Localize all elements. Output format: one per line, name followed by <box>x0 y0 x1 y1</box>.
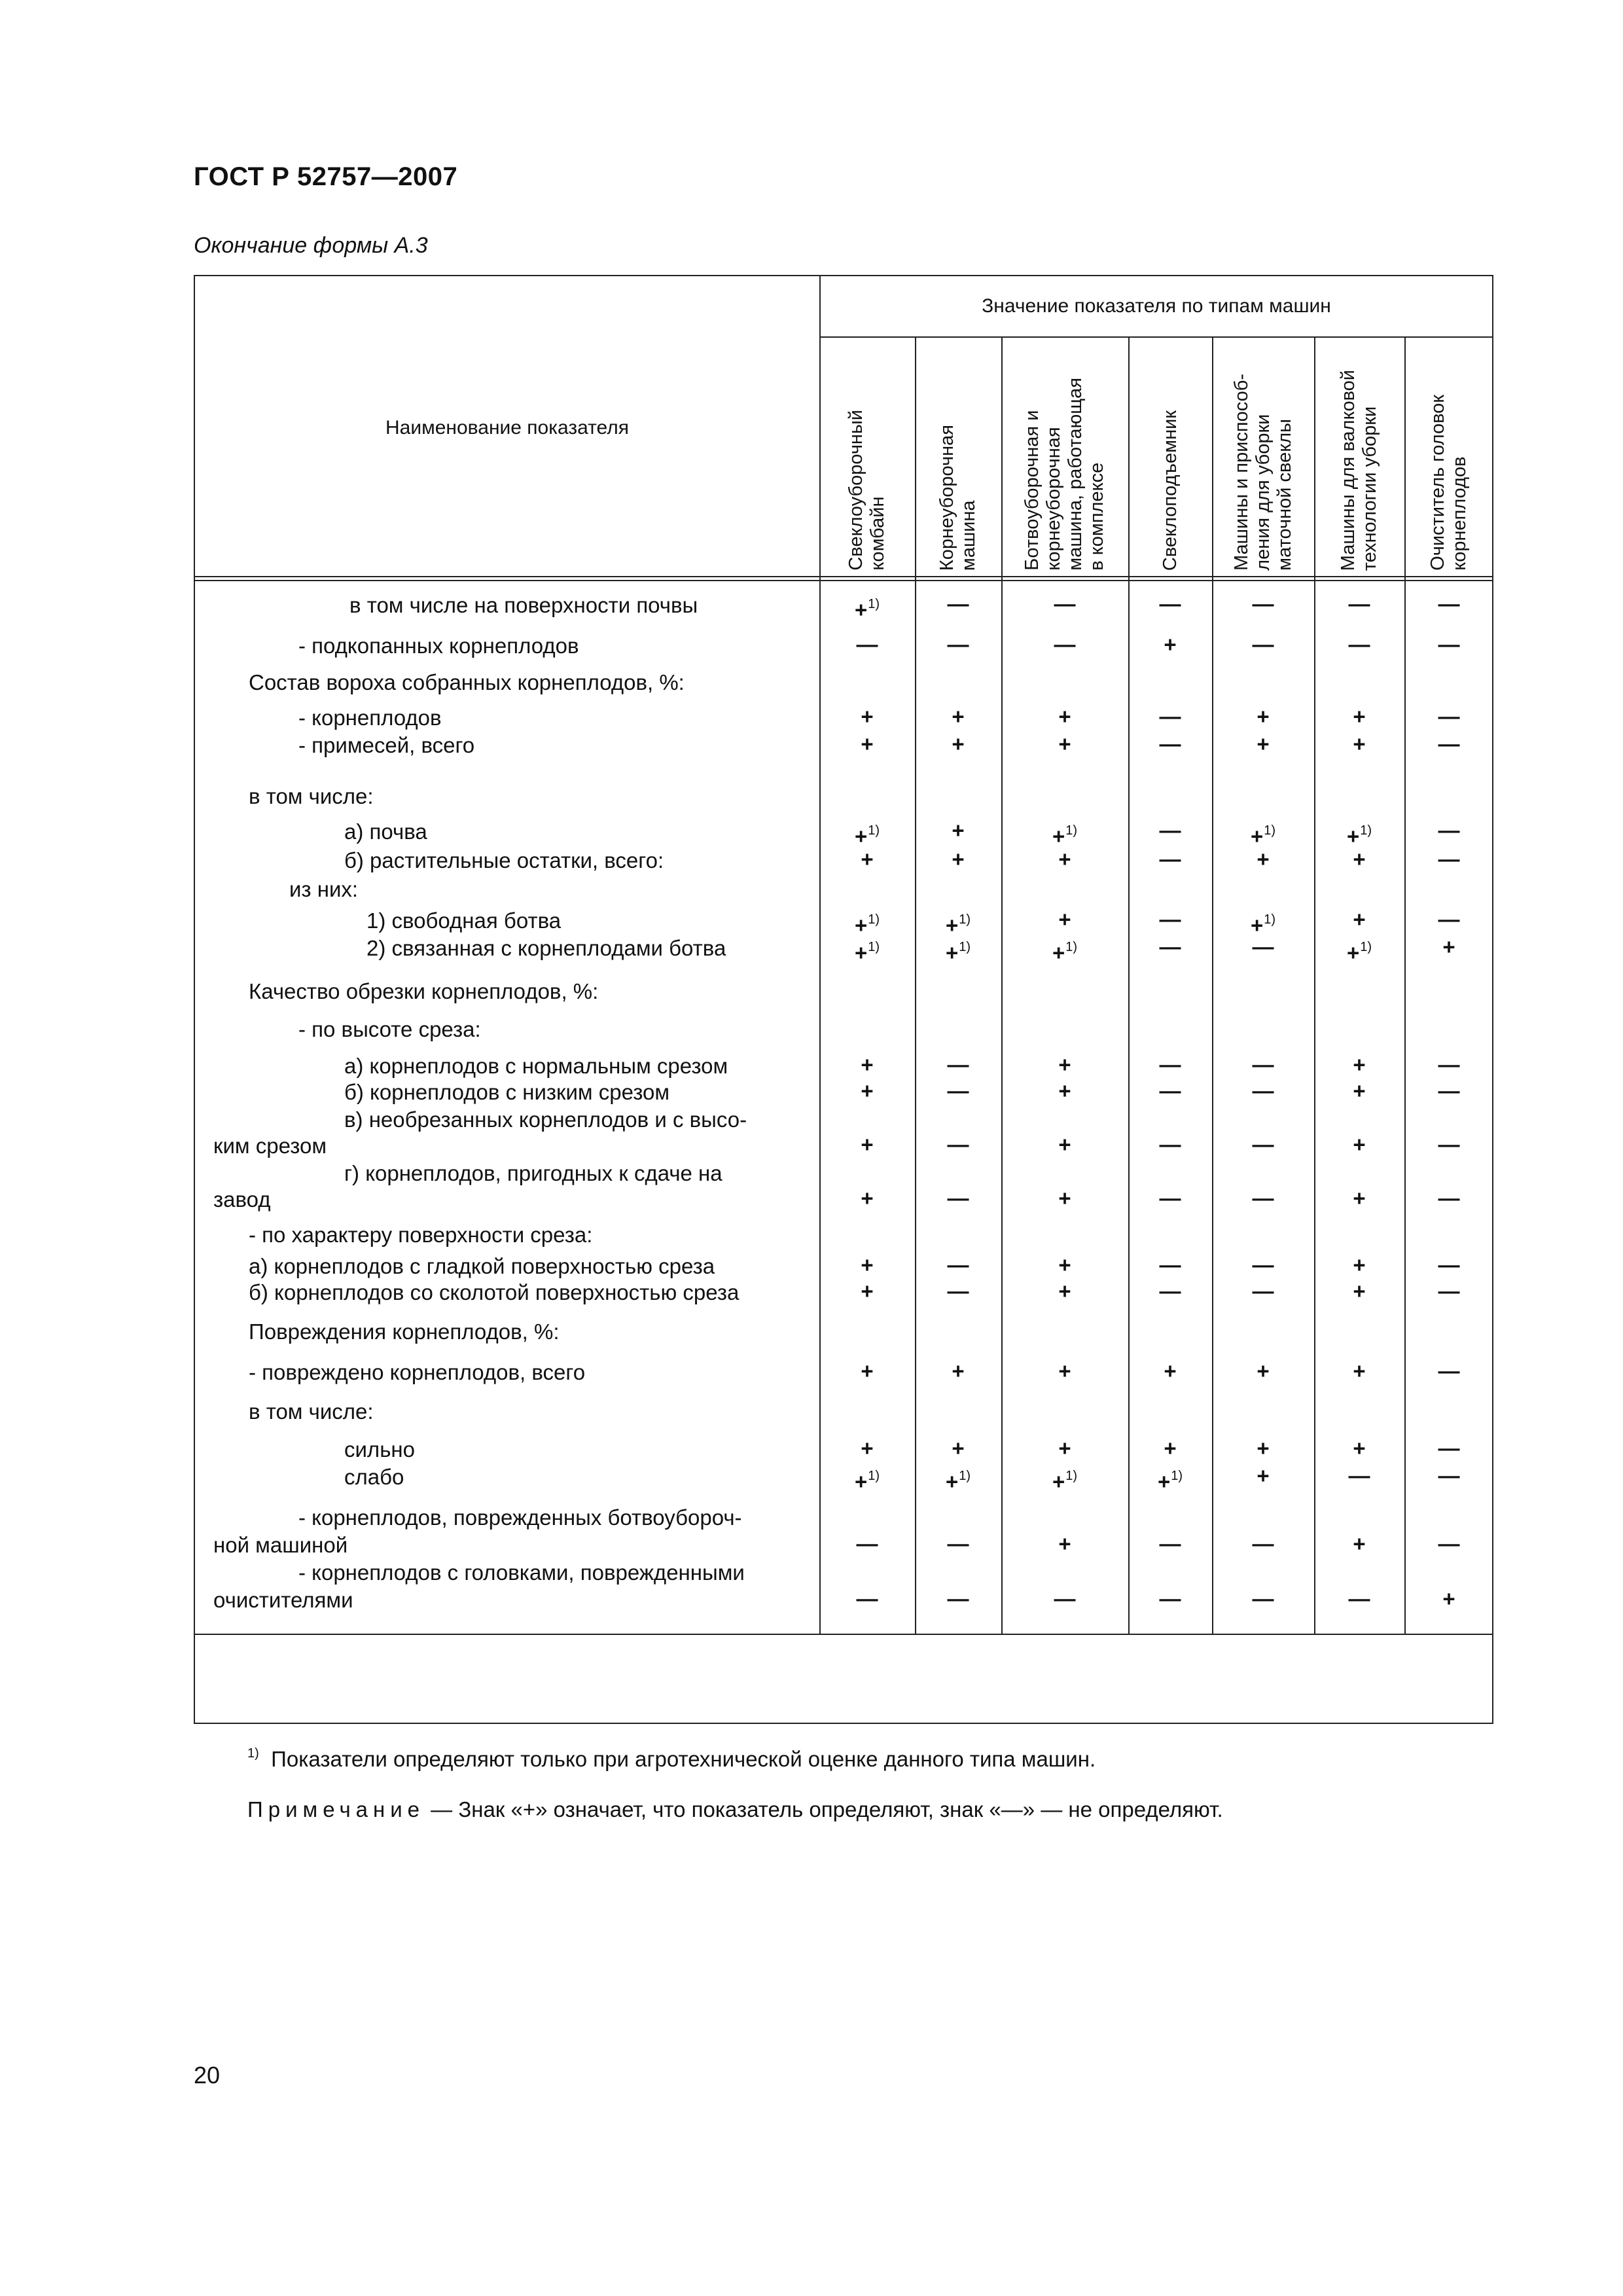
not-determined-mark: — <box>1438 732 1460 756</box>
determined-mark: +$^{1)}$ <box>1052 1469 1078 1494</box>
indicator-label: - корнеплодов <box>298 706 442 730</box>
indicator-label: б) корнеплодов с низким срезом <box>344 1080 670 1104</box>
determined-mark: + <box>861 1132 874 1157</box>
determined-mark: +$^{1)}$ <box>1157 1469 1183 1494</box>
not-determined-mark: — <box>1159 818 1181 842</box>
not-determined-mark: — <box>947 1253 969 1277</box>
not-determined-mark: — <box>1159 1079 1181 1103</box>
indicator-label: ким срезом <box>213 1134 327 1158</box>
indicator-table <box>194 275 1493 1821</box>
determined-mark: + <box>1353 1052 1366 1077</box>
determined-mark: + <box>861 1186 874 1210</box>
indicator-label: Качество обрезки корнеплодов, %: <box>249 979 599 1003</box>
column-rule <box>1212 336 1213 1634</box>
footnote-text: Показатели определяют только при агротехнической оценке данного типа машин. <box>271 1747 1096 1771</box>
determined-mark: +$^{1)}$ <box>945 912 971 937</box>
not-determined-mark: — <box>1438 1436 1460 1460</box>
determined-mark: + <box>1058 907 1071 931</box>
not-determined-mark: — <box>1054 1587 1076 1611</box>
machine-type-header <box>915 336 1001 580</box>
not-determined-mark: — <box>1159 1532 1181 1556</box>
not-determined-mark: — <box>1438 1279 1460 1303</box>
not-determined-mark: — <box>1252 632 1274 656</box>
determined-mark: + <box>1353 1436 1366 1460</box>
not-determined-mark: — <box>1159 704 1181 728</box>
machine-type-header <box>1128 336 1212 580</box>
machine-type-header <box>1212 336 1314 580</box>
table-note <box>247 1797 1223 1822</box>
not-determined-mark: — <box>947 1132 969 1157</box>
indicator-label: - повреждено корнеплодов, всего <box>249 1360 586 1384</box>
determined-mark: + <box>1164 632 1177 656</box>
note-lead: Примечание <box>247 1797 425 1821</box>
determined-mark: + <box>1353 1279 1366 1303</box>
column-rule <box>1001 336 1003 1634</box>
indicator-label: из них: <box>289 877 359 901</box>
not-determined-mark: — <box>1159 935 1181 959</box>
determined-mark: + <box>861 1052 874 1077</box>
machine-type-label: Машины для валковой технологии уборки <box>1338 369 1380 571</box>
header-bottom-rule <box>195 580 1492 581</box>
determined-mark: + <box>1058 1436 1071 1460</box>
group-header-rule <box>819 336 1493 338</box>
determined-mark: + <box>1058 1052 1071 1077</box>
indicator-label: в том числе: <box>249 1399 374 1424</box>
not-determined-mark: — <box>1438 704 1460 728</box>
determined-mark: + <box>1257 847 1270 871</box>
not-determined-mark: — <box>1159 732 1181 756</box>
not-determined-mark: — <box>1159 1132 1181 1157</box>
determined-mark: + <box>1353 704 1366 728</box>
determined-mark: + <box>952 847 965 871</box>
determined-mark: + <box>1058 704 1071 728</box>
machine-type-label: Машины и приспособ- ления для уборки маточной свеклы <box>1230 374 1295 571</box>
determined-mark: + <box>1257 1359 1270 1383</box>
determined-mark: + <box>1058 1186 1071 1210</box>
determined-mark: + <box>1442 935 1455 959</box>
not-determined-mark: — <box>1438 1132 1460 1157</box>
determined-mark: +$^{1)}$ <box>1346 823 1372 848</box>
not-determined-mark: — <box>947 1587 969 1611</box>
not-determined-mark: — <box>1438 1532 1460 1556</box>
not-determined-mark: — <box>1438 1186 1460 1210</box>
determined-mark: + <box>1058 732 1071 756</box>
determined-mark: + <box>1164 1436 1177 1460</box>
indicator-label: в том числе: <box>249 784 374 808</box>
indicator-label: - по высоте среза: <box>298 1017 481 1041</box>
not-determined-mark: — <box>1252 1052 1274 1077</box>
determined-mark: + <box>1353 1186 1366 1210</box>
not-determined-mark: — <box>1054 592 1076 616</box>
determined-mark: + <box>952 1436 965 1460</box>
name-column-rule <box>819 276 821 1634</box>
not-determined-mark: — <box>1252 1186 1274 1210</box>
not-determined-mark: — <box>1054 632 1076 656</box>
determined-mark: +$^{1)}$ <box>854 1469 880 1494</box>
determined-mark: + <box>1353 1253 1366 1277</box>
determined-mark: + <box>1257 732 1270 756</box>
not-determined-mark: — <box>856 1587 878 1611</box>
indicator-name-column-header: Наименование показателя <box>385 417 629 439</box>
not-determined-mark: — <box>1252 1587 1274 1611</box>
not-determined-mark: — <box>947 592 969 616</box>
determined-mark: + <box>1257 1436 1270 1460</box>
not-determined-mark: — <box>856 632 878 656</box>
determined-mark: + <box>1164 1359 1177 1383</box>
footnote-marker: 1) <box>247 1746 259 1761</box>
not-determined-mark: — <box>1438 632 1460 656</box>
not-determined-mark: — <box>1438 1079 1460 1103</box>
table-footnote <box>247 1746 1096 1772</box>
not-determined-mark: — <box>1159 1587 1181 1611</box>
indicator-label: 1) свободная ботва <box>366 908 562 933</box>
determined-mark: + <box>1353 847 1366 871</box>
indicator-label: Состав вороха собранных корнеплодов, %: <box>249 670 685 694</box>
not-determined-mark: — <box>1348 1587 1370 1611</box>
machine-type-header <box>1314 336 1404 580</box>
not-determined-mark: — <box>1438 1359 1460 1383</box>
determined-mark: + <box>1058 847 1071 871</box>
machine-type-label: Очиститель головок корнеплодов <box>1427 395 1470 571</box>
not-determined-mark: — <box>1252 1132 1274 1157</box>
determined-mark: + <box>861 847 874 871</box>
determined-mark: + <box>1442 1587 1455 1611</box>
determined-mark: + <box>1058 1132 1071 1157</box>
not-determined-mark: — <box>1159 1253 1181 1277</box>
determined-mark: + <box>1058 1532 1071 1556</box>
footnote-separator-rule <box>195 1634 1492 1635</box>
determined-mark: + <box>1058 1359 1071 1383</box>
not-determined-mark: — <box>1159 1052 1181 1077</box>
indicator-label: Повреждения корнеплодов, %: <box>249 1319 560 1344</box>
determined-mark: + <box>952 704 965 728</box>
determined-mark: + <box>1058 1279 1071 1303</box>
header-bottom-rule <box>195 576 1492 577</box>
not-determined-mark: — <box>1438 1463 1460 1488</box>
indicator-label: - подкопанных корнеплодов <box>298 634 579 658</box>
determined-mark: + <box>1058 1079 1071 1103</box>
indicator-label: а) корнеплодов с гладкой поверхностью среза <box>249 1254 715 1278</box>
indicator-label: завод <box>213 1187 271 1211</box>
not-determined-mark: — <box>947 1052 969 1077</box>
indicator-label: а) почва <box>344 819 427 844</box>
document-header: ГОСТ Р 52757—2007 <box>194 162 458 191</box>
determined-mark: +$^{1)}$ <box>1250 912 1276 937</box>
not-determined-mark: — <box>947 1186 969 1210</box>
not-determined-mark: — <box>1159 847 1181 871</box>
determined-mark: + <box>861 1359 874 1383</box>
determined-mark: +$^{1)}$ <box>854 823 880 848</box>
not-determined-mark: — <box>1438 1253 1460 1277</box>
not-determined-mark: — <box>1438 907 1460 931</box>
not-determined-mark: — <box>1252 1532 1274 1556</box>
not-determined-mark: — <box>1252 1079 1274 1103</box>
machine-type-header <box>819 336 915 580</box>
not-determined-mark: — <box>1438 847 1460 871</box>
not-determined-mark: — <box>1438 818 1460 842</box>
indicator-label: в) необрезанных корнеплодов и с высо- <box>344 1107 747 1132</box>
machine-type-label: Свеклоподъемник <box>1159 410 1181 571</box>
not-determined-mark: — <box>1348 592 1370 616</box>
determined-mark: +$^{1)}$ <box>854 940 880 965</box>
determined-mark: + <box>1257 1463 1270 1488</box>
machine-type-label: Корнеуборочная машина <box>936 424 979 571</box>
form-continuation-caption: Окончание формы А.3 <box>194 233 428 258</box>
not-determined-mark: — <box>1252 935 1274 959</box>
determined-mark: + <box>952 818 965 842</box>
not-determined-mark: — <box>1438 592 1460 616</box>
not-determined-mark: — <box>947 1532 969 1556</box>
not-determined-mark: — <box>1159 907 1181 931</box>
determined-mark: + <box>1353 1532 1366 1556</box>
not-determined-mark: — <box>1159 1279 1181 1303</box>
determined-mark: +$^{1)}$ <box>854 912 880 937</box>
determined-mark: + <box>952 732 965 756</box>
indicator-label: - примесей, всего <box>298 733 475 757</box>
determined-mark: + <box>1353 1359 1366 1383</box>
determined-mark: +$^{1)}$ <box>1346 940 1372 965</box>
determined-mark: + <box>1058 1253 1071 1277</box>
indicator-label: 2) связанная с корнеплодами ботва <box>366 936 726 960</box>
indicator-label: - корнеплодов, поврежденных ботвоубороч- <box>298 1505 742 1530</box>
machine-type-header <box>1404 336 1493 580</box>
determined-mark: + <box>861 1279 874 1303</box>
determined-mark: +$^{1)}$ <box>1052 823 1078 848</box>
column-rule <box>1314 336 1315 1634</box>
not-determined-mark: — <box>947 1079 969 1103</box>
determined-mark: + <box>1257 704 1270 728</box>
indicator-label: - корнеплодов с головками, поврежденными <box>298 1560 745 1585</box>
indicator-label: б) растительные остатки, всего: <box>344 848 664 872</box>
indicator-label: очистителями <box>213 1588 353 1612</box>
not-determined-mark: — <box>1348 632 1370 656</box>
not-determined-mark: — <box>947 1279 969 1303</box>
indicator-label: - по характеру поверхности среза: <box>249 1223 593 1247</box>
note-text: — Знак «+» означает, что показатель определяют, знак «—» — не определяют. <box>425 1797 1223 1821</box>
not-determined-mark: — <box>856 1532 878 1556</box>
determined-mark: + <box>861 1079 874 1103</box>
determined-mark: + <box>861 732 874 756</box>
indicator-label: ной машиной <box>213 1533 348 1557</box>
not-determined-mark: — <box>1159 592 1181 616</box>
determined-mark: +$^{1)}$ <box>1052 940 1078 965</box>
indicator-label: б) корнеплодов со сколотой поверхностью среза <box>249 1280 740 1304</box>
indicator-label: г) корнеплодов, пригодных к сдаче на <box>344 1161 722 1185</box>
determined-mark: +$^{1)}$ <box>1250 823 1276 848</box>
not-determined-mark: — <box>1438 1052 1460 1077</box>
machine-types-group-header: Значение показателя по типам машин <box>982 295 1331 317</box>
determined-mark: + <box>861 1253 874 1277</box>
not-determined-mark: — <box>1252 592 1274 616</box>
determined-mark: +$^{1)}$ <box>945 940 971 965</box>
column-rule <box>1128 336 1130 1634</box>
indicator-label: слабо <box>344 1465 404 1489</box>
indicator-label: сильно <box>344 1437 415 1462</box>
determined-mark: +$^{1)}$ <box>854 597 880 622</box>
not-determined-mark: — <box>1159 1186 1181 1210</box>
determined-mark: + <box>952 1359 965 1383</box>
determined-mark: + <box>1353 1132 1366 1157</box>
determined-mark: + <box>861 704 874 728</box>
not-determined-mark: — <box>1252 1279 1274 1303</box>
determined-mark: +$^{1)}$ <box>945 1469 971 1494</box>
determined-mark: + <box>861 1436 874 1460</box>
not-determined-mark: — <box>947 632 969 656</box>
machine-type-header <box>1001 336 1128 580</box>
page-number: 20 <box>194 2062 221 2089</box>
indicator-label: в том числе на поверхности почвы <box>349 593 698 617</box>
machine-type-label: Ботвоуборочная и корнеуборочная машина, работающая в комплексе <box>1022 378 1107 571</box>
indicator-label: а) корнеплодов с нормальным срезом <box>344 1054 728 1078</box>
not-determined-mark: — <box>1348 1463 1370 1488</box>
determined-mark: + <box>1353 732 1366 756</box>
machine-type-label: Свеклоуборочный комбайн <box>846 410 888 571</box>
determined-mark: + <box>1353 1079 1366 1103</box>
column-rule <box>915 336 916 1634</box>
determined-mark: + <box>1353 907 1366 931</box>
not-determined-mark: — <box>1252 1253 1274 1277</box>
column-rule <box>1404 336 1406 1634</box>
